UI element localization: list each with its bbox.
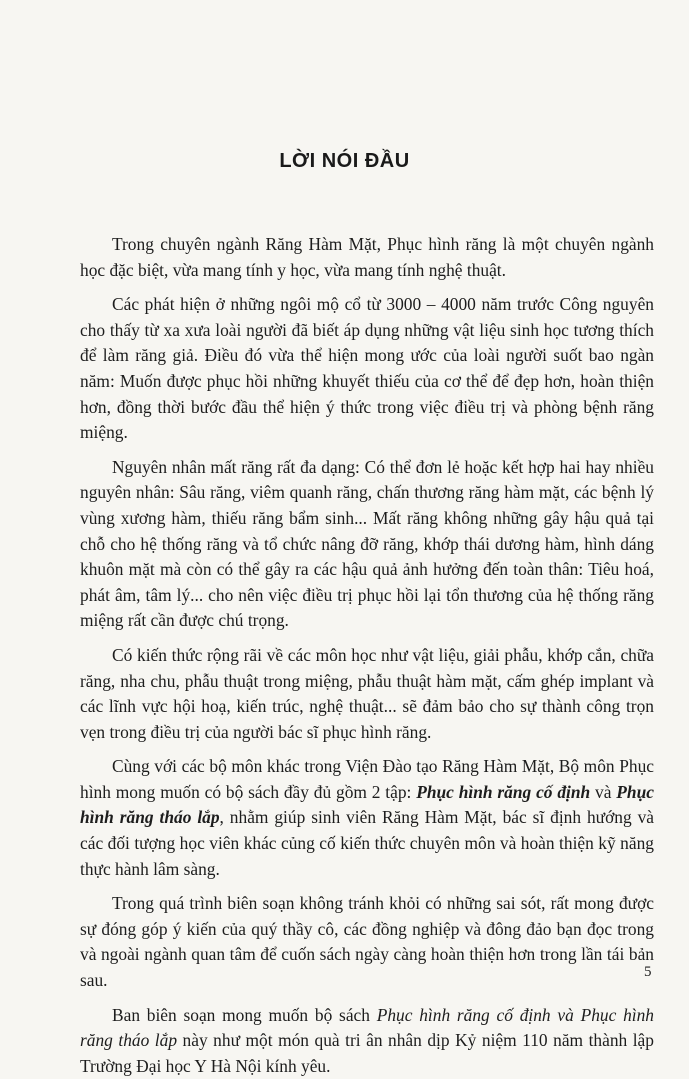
paragraph-3: Nguyên nhân mất răng rất đa dạng: Có thể đơn lẻ hoặc kết hợp hai hay nhiều nguyên nhân: Sâu răng, viêm quanh răng, chấn thương răng hàm mặt, các bệnh lý vùng xương hàm, thiếu răng bẩm sinh... Mất răng không những gây hậu quả tại chỗ cho hệ thống răng và tổ chức nâng đỡ răng, khớp thái dương hàm, hình dáng khuôn mặt mà còn có thể gây ra các hậu quả ảnh hưởng đến toàn thân: Tiêu hoá, phát âm, tâm lý... cho nên việc điều trị phục hồi lại tổn thương của hệ thống răng miệng rất cần được chú trọng. <box>80 456 654 631</box>
page-number: 5 <box>644 964 652 980</box>
book-series-title: Phục hình răng cố định và Phục hình răng tháo lắp <box>80 1004 654 1051</box>
paragraph-7 <box>80 1003 654 1079</box>
paragraph-7-text-a: Ban biên soạn mong muốn bộ sách <box>112 1004 377 1025</box>
paragraph-5-text-e: , nhằm giúp sinh viên Răng Hàm Mặt, bác sĩ định hướng và các đối tượng học viên khác củng cố kiến thức chuyên môn và hoàn thiện kỹ năng thực hành lâm sàng. <box>80 807 654 879</box>
paragraph-5-text-c: và <box>590 781 617 802</box>
paragraph-5 <box>80 754 654 882</box>
paragraph-4: Có kiến thức rộng rãi về các môn học như vật liệu, giải phẫu, khớp cắn, chữa răng, nha chu, phẫu thuật trong miệng, phẫu thuật hàm mặt, cấm ghép implant và các lĩnh vực hội hoạ, kiến trúc, nghệ thuật... sẽ đảm bảo cho sự thành công trọn vẹn trong điều trị của người bác sĩ phục hình răng. <box>80 644 654 742</box>
book-title-fixed-prosthodontics: Phục hình răng cố định <box>416 781 591 802</box>
paragraph-7-text-c: này như một món quà tri ân nhân dịp Kỷ niệm 110 năm thành lập Trường Đại học Y Hà Nội kính yêu. <box>80 1030 654 1076</box>
paragraph-1: Trong chuyên ngành Răng Hàm Mặt, Phục hình răng là một chuyên ngành học đặc biệt, vừa mang tính y học, vừa mang tính nghệ thuật. <box>80 234 654 280</box>
paragraph-5-text-a: Cùng với các bộ môn khác trong Viện Đào tạo Răng Hàm Mặt, Bộ môn Phục hình mong muốn có bộ sách đầy đủ gồm 2 tập: <box>80 756 654 802</box>
preface-body <box>80 232 654 1079</box>
paragraph-2: Các phát hiện ở những ngôi mộ cổ từ 3000 – 4000 năm trước Công nguyên cho thấy từ xa xưa loài người đã biết áp dụng những vật liệu sinh học tương thích để làm răng giả. Điều đó vừa thể hiện mong ước của loài người suốt bao ngàn năm: Muốn được phục hồi những khuyết thiếu của cơ thể để đẹp hơn, hoàn thiện hơn, đồng thời bước đầu thể hiện ý thức trong việc điều trị và phòng bệnh răng miệng. <box>80 294 654 443</box>
book-title-removable-prosthodontics: Phục hình răng tháo lắp <box>80 781 654 828</box>
paragraph-6: Trong quá trình biên soạn không tránh khỏi có những sai sót, rất mong được sự đóng góp ý kiến của quý thầy cô, các đồng nghiệp và đông đảo bạn đọc trong và ngoài ngành quan tâm để cuốn sách ngày càng hoàn thiện hơn trong lần tái bản sau. <box>80 893 654 991</box>
page-title: LỜI NÓI ĐẦU <box>279 150 410 172</box>
